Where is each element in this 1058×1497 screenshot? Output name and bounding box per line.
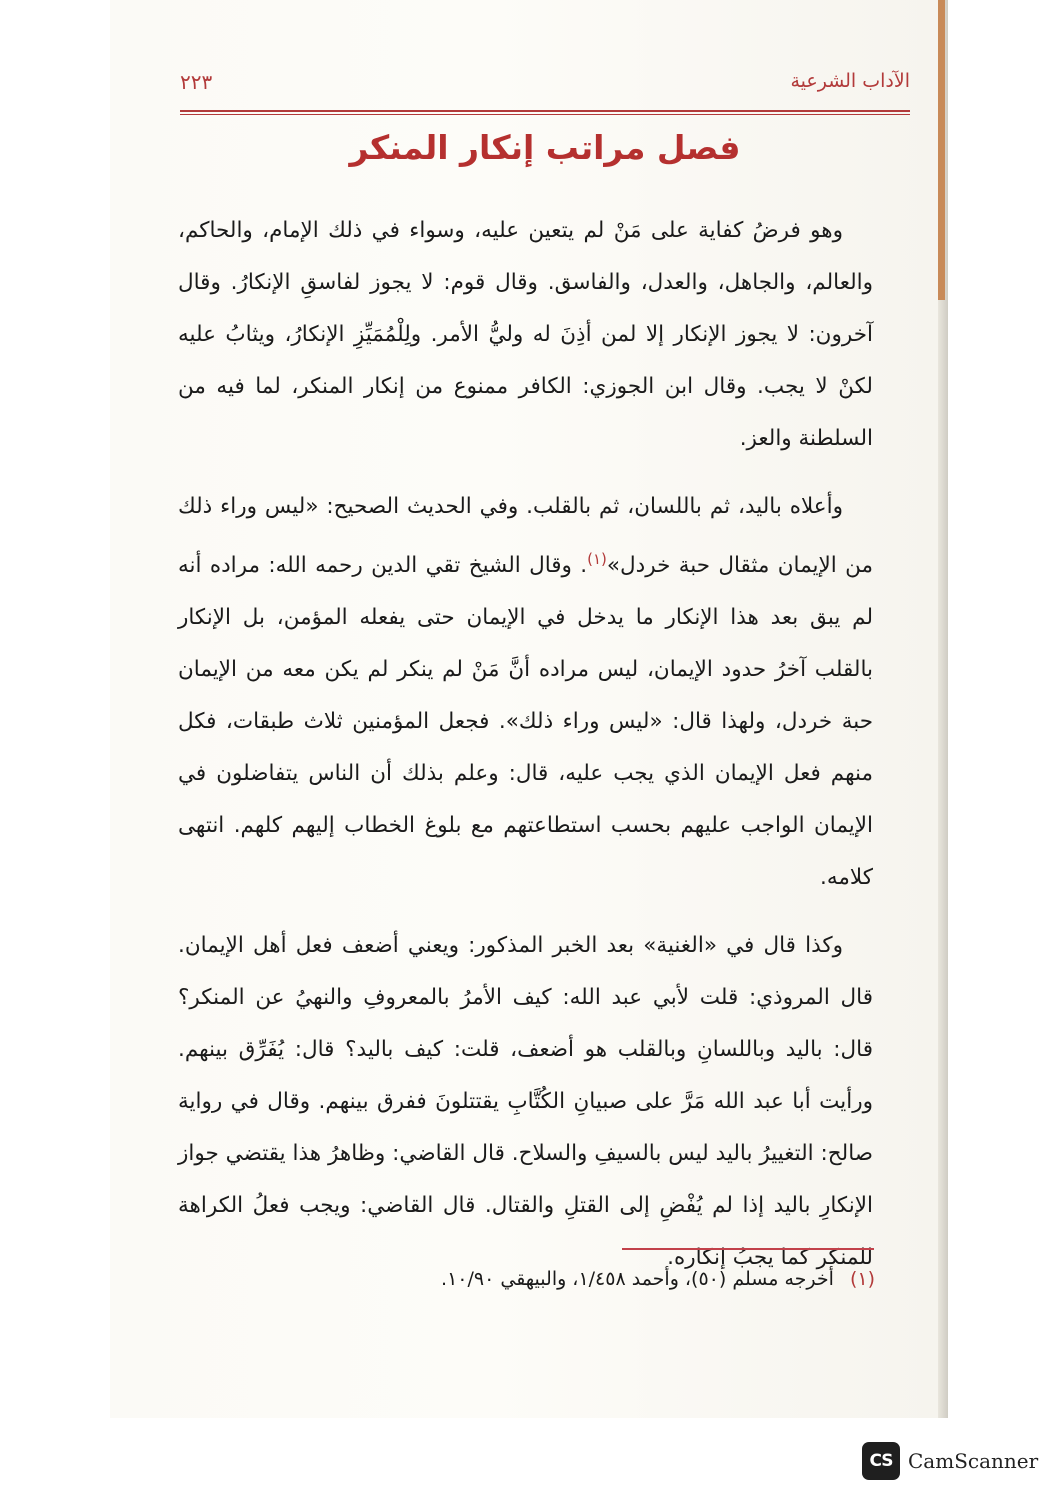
paragraph-2 (178, 481, 873, 904)
page-header (180, 70, 910, 98)
paragraph-1: وهو فرضُ كفاية على مَنْ لم يتعين عليه، وسواء في ذلك الإمام، والحاكم، والعالم، والجاهل، والعدل، والفاسق. وقال قوم: لا يجوز لفاسقِ الإنكارُ. وقال آخرون: لا يجوز الإنكار إلا لمن أذِنَ له وليُّ الأمر. ولِلْمُمَيِّزِ الإنكارُ، ويثابُ عليه لكنْ لا يجب. وقال ابن الجوزي: الكافر ممنوع من إنكار المنكر، لما فيه من السلطنة والعز. (178, 218, 873, 451)
footnote-reference[interactable]: (١) (587, 550, 607, 568)
paragraph-2-part-1: وأعلاه باليد، ثم باللسان، ثم بالقلب. وفي الحديث الصحيح: «ليس وراء ذلك من الإيمان مثقال حبة خردل» (178, 494, 873, 579)
footnote (300, 1268, 875, 1290)
header-rule (180, 110, 910, 115)
section-title: فصل مراتب إنكار المنكر (349, 128, 741, 167)
footnote-rule (622, 1248, 874, 1250)
paragraph-2-part-2: . وقال الشيخ تقي الدين رحمه الله: مراده أنه لم يبق بعد هذا الإنكار ما يدخل في الإيمان حتى يفعله المؤمن، بل الإنكار بالقلب آخرُ حدود الإيمان، ليس مراده أنَّ مَنْ لم ينكر لم يكن معه من الإيمان حبة خردل، ولهذا قال: «ليس وراء ذلك». فجعل المؤمنين ثلاث طبقات، فكل منهم فعل الإيمان الذي يجب عليه، قال: وعلم بذلك أن الناس يتفاضلون في الإيمان الواجب عليهم بحسب استطاعتهم مع بلوغ الخطاب إليهم كلهم. انتهى كلامه. (178, 553, 873, 891)
paragraph-3: وكذا قال في «الغنية» بعد الخبر المذكور: ويعني أضعف فعل أهل الإيمان. قال المروذي: قلت لأبي عبد الله: كيف الأمرُ بالمعروفِ والنهيُ عن المنكر؟ قال: باليد وباللسانِ وبالقلب هو أضعف، قلت: كيف باليد؟ قال: يُفَرِّق بينهم. ورأيت أبا عبد الله مَرَّ على صبيانِ الكُتَّابِ يقتتلونَ ففرق بينهم. وقال في رواية صالح: التغييرُ باليد ليس بالسيفِ والسلاح. قال القاضي: وظاهرُ هذا يقتضي جواز الإنكارِ باليد إذا لم يُفْضِ إلى القتلِ والقتال. قال القاضي: ويجب فعلُ الكراهة للمنكر كما يجبُ إنكاره. (178, 933, 873, 1271)
camscanner-watermark: CamScanner (908, 1449, 1039, 1473)
page-edge-tab (938, 0, 945, 300)
footnote-text: أخرجه مسلم (٥٠)، وأحمد ١/٤٥٨، والبيهقي ١٠/٩٠. (441, 1268, 834, 1290)
page-number: ٢٢٣ (180, 70, 213, 94)
footnote-number: (١) (849, 1268, 875, 1290)
body-text (178, 205, 873, 1284)
running-title: الآداب الشرعية (790, 70, 910, 92)
camscanner-logo-icon: CS (862, 1442, 900, 1480)
